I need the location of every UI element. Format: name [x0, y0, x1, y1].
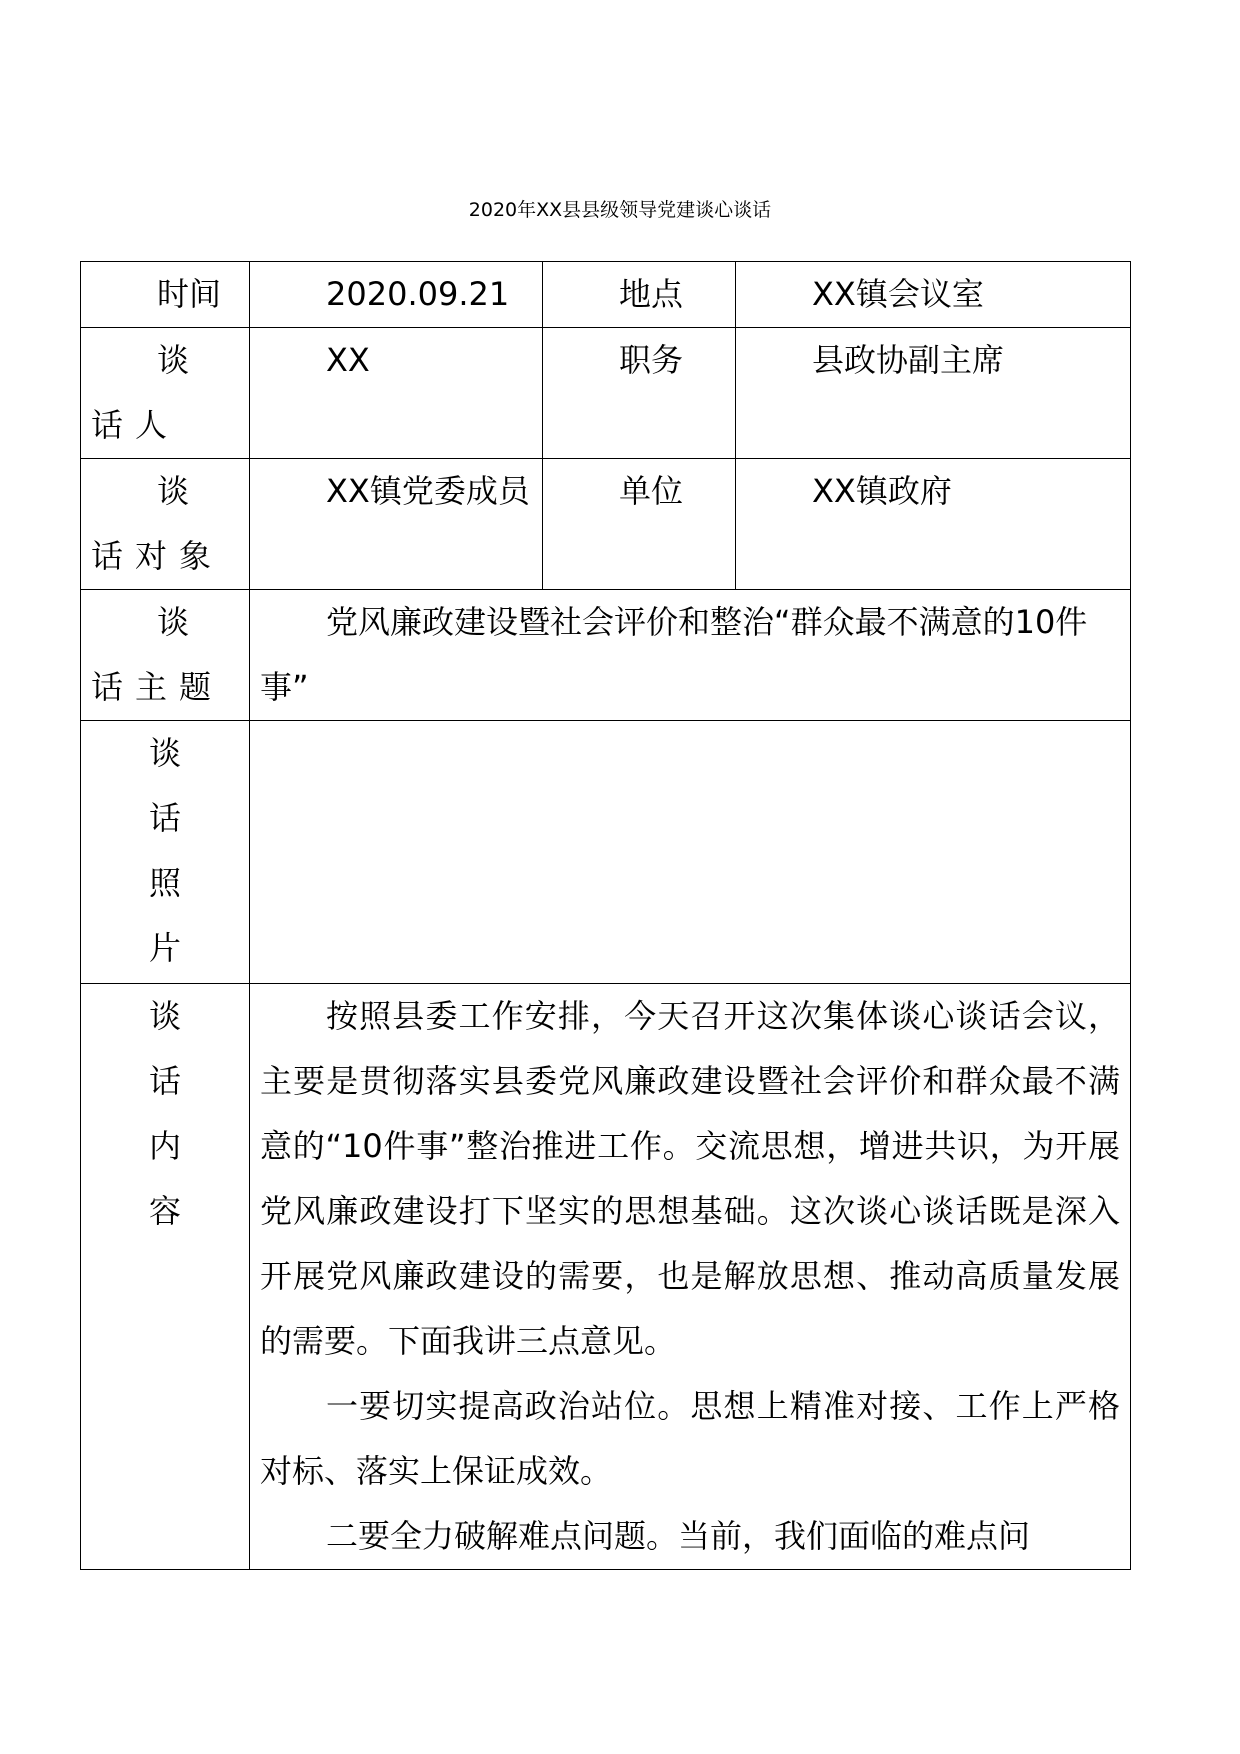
topic-value: 党风廉政建设暨社会评价和整治“群众最不满意的10件事”	[260, 603, 1088, 706]
talk-record-table	[80, 261, 1131, 1570]
content-label-char: 谈	[148, 997, 181, 1035]
position-value-cell	[736, 328, 1131, 459]
time-value-cell	[250, 262, 543, 328]
unit-label-cell	[543, 459, 736, 590]
target-label: 谈话对象	[91, 472, 224, 575]
photo-label-char: 照	[148, 864, 181, 902]
content-label-cell	[81, 984, 250, 1570]
content-label-char: 话	[148, 1062, 181, 1100]
content-label-char: 容	[148, 1192, 181, 1230]
table-row-target	[81, 459, 1131, 590]
photo-label-char: 片	[148, 929, 181, 967]
position-value: 县政协副主席	[812, 341, 1005, 379]
photo-label-char: 话	[148, 799, 181, 837]
photo-area-cell	[250, 721, 1131, 984]
unit-value-cell	[736, 459, 1131, 590]
place-value: XX镇会议室	[812, 275, 984, 313]
table-row-content	[81, 984, 1131, 1570]
speaker-label-cell	[81, 328, 250, 459]
document-title: 2020年XX县县级领导党建谈心谈话	[468, 199, 772, 221]
target-value-cell	[250, 459, 543, 590]
photo-label-char: 谈	[148, 734, 181, 772]
unit-value: XX镇政府	[812, 472, 952, 510]
position-label: 职务	[619, 341, 684, 379]
table-row-time-place	[81, 262, 1131, 328]
place-label-cell	[543, 262, 736, 328]
target-label-cell	[81, 459, 250, 590]
photo-area	[260, 721, 1120, 983]
time-label-cell	[81, 262, 250, 328]
content-label	[91, 984, 239, 1244]
content-paragraph: 按照县委工作安排，今天召开这次集体谈心谈话会议，主要是贯彻落实县委党风廉政建设暨社会评价和群众最不满意的“10件事”整治推进工作。交流思想，增进共识，为开展党风廉政建设打下坚实的思想基础。这次谈心谈话既是深入开展党风廉政建设的需要，也是解放思想、推动高质量发展的需要。下面我讲三点意见。	[260, 997, 1120, 1360]
content-paragraph: 一要切实提高政治站位。思想上精准对接、工作上严格对标、落实上保证成效。	[260, 1387, 1120, 1490]
target-value: XX镇党委成员	[326, 472, 530, 510]
content-paragraph: 二要全力破解难点问题。当前，我们面临的难点问	[326, 1517, 1031, 1555]
time-label: 时间	[157, 275, 222, 313]
topic-label: 谈话主题	[91, 603, 224, 706]
content-label-char: 内	[148, 1127, 181, 1165]
topic-value-cell	[250, 590, 1131, 721]
table-row-photo	[81, 721, 1131, 984]
unit-label: 单位	[619, 472, 684, 510]
photo-label-cell	[81, 721, 250, 984]
topic-label-cell	[81, 590, 250, 721]
table-row-speaker	[81, 328, 1131, 459]
content-text-cell	[250, 984, 1131, 1570]
speaker-value: XX	[326, 341, 370, 379]
time-value: 2020.09.21	[326, 275, 510, 313]
speaker-value-cell	[250, 328, 543, 459]
photo-label	[91, 721, 239, 981]
place-value-cell	[736, 262, 1131, 328]
position-label-cell	[543, 328, 736, 459]
table-row-topic	[81, 590, 1131, 721]
place-label: 地点	[619, 275, 684, 313]
speaker-label: 谈话人	[91, 341, 202, 444]
